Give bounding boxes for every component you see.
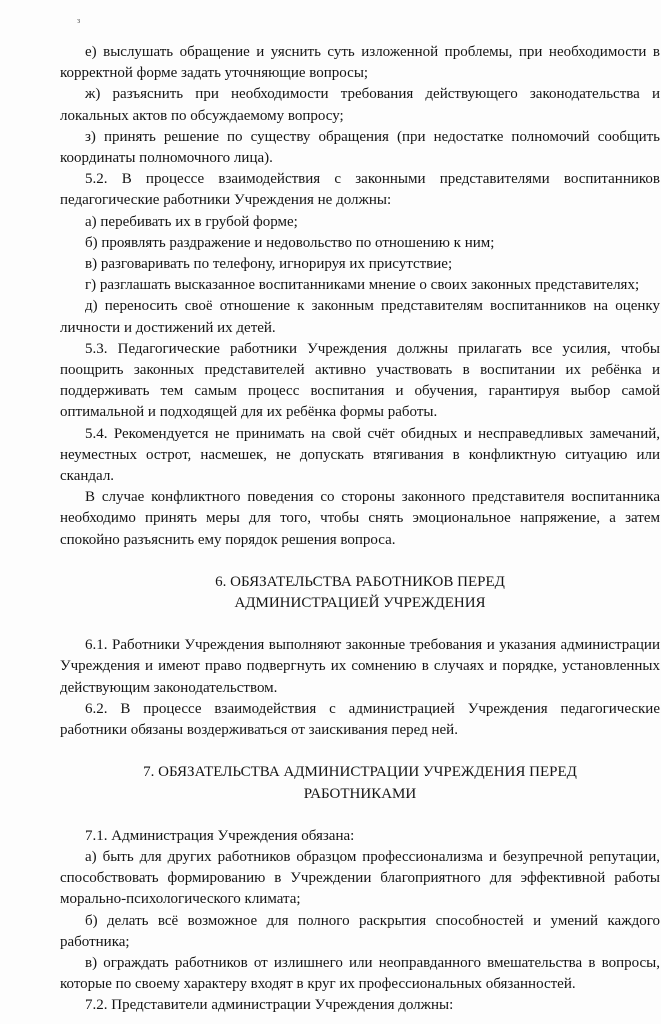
paragraph-5-1-z: з) принять решение по существу обращения (при недостатке полномочий сообщить координаты полномочного лица). xyxy=(60,128,660,167)
paragraph-5-1-e: е) выслушать обращение и уяснить суть изложенной проблемы, при необходимости в корректной форме задать уточняющие вопросы; xyxy=(60,44,660,82)
paragraph-5-4: 5.4. Рекомендуется не принимать на свой счёт обидных и несправедливых замечаний, неуместных острот, насмешек, не допускать втягивания в конфликтную ситуацию или скандал. xyxy=(60,425,660,485)
paragraph-5-2-b: б) проявлять раздражение и недовольство по отношению к ним; xyxy=(85,234,495,251)
paragraph-5-4-conflict: В случае конфликтного поведения со стороны законного представителя воспитанника необходимо принять меры для того, чтобы снять эмоциональное напряжение, а затем спокойно разъяснить ему порядок решения вопроса. xyxy=(60,489,660,548)
section-6-heading-line1: 6. ОБЯЗАТЕЛЬСТВА РАБОТНИКОВ ПЕРЕД xyxy=(215,573,505,590)
paragraph-5-2: 5.2. В процессе взаимодействия с законными представителями воспитанников педагогические работники Учреждения не должны: xyxy=(60,171,660,209)
document-body xyxy=(60,42,660,1017)
page-mark: з xyxy=(77,16,81,25)
paragraph-5-1-zh: ж) разъяснить при необходимости требования действующего законодательства и локальных актов по обсуждаемому вопросу; xyxy=(60,86,660,124)
paragraph-7-1-a: а) быть для других работников образцом профессионализма и безупречной репутации, способствовать формированию в Учреждении благоприятного для эффективной работы морально-психологического климата; xyxy=(60,848,660,908)
paragraph-5-2-g: г) разглашать высказанное воспитанниками мнение о своих законных представителях; xyxy=(85,277,640,294)
paragraph-6-1: 6.1. Работники Учреждения выполняют законные требования и указания администрации Учреждения и имеют право подвергнуть их сомнению в случаях и порядке, установленных действующим законодательством. xyxy=(60,637,660,696)
section-7-heading-line1: 7. ОБЯЗАТЕЛЬСТВА АДМИНИСТРАЦИИ УЧРЕЖДЕНИЯ ПЕРЕД xyxy=(143,764,577,781)
paragraph-6-2: 6.2. В процессе взаимодействия с администрацией Учреждения педагогические работники обязаны воздерживаться от заискивания перед ней. xyxy=(60,700,660,739)
section-6-heading-line2: АДМИНИСТРАЦИЕЙ УЧРЕЖДЕНИЯ xyxy=(234,595,486,612)
paragraph-7-1: 7.1. Администрация Учреждения обязана: xyxy=(85,827,355,844)
paragraph-7-2: 7.2. Представители администрации Учреждения должны: xyxy=(85,997,454,1014)
paragraph-7-1-v: в) ограждать работников от излишнего или неоправданного вмешательства в вопросы, которые по своему характеру входят в круг их профессиональных обязанностей. xyxy=(60,954,660,993)
paragraph-5-2-v: в) разговаривать по телефону, игнорируя их присутствие; xyxy=(85,256,453,273)
paragraph-5-2-a: а) перебивать их в грубой форме; xyxy=(85,213,298,230)
paragraph-5-3: 5.3. Педагогические работники Учреждения должны прилагать все усилия, чтобы поощрить законных представителей активно участвовать в воспитании их ребёнка и поддерживать тем самым процесс воспитания и обучения, гарантируя выбор самой оптимальной и подходящей для их ребёнка формы работы. xyxy=(60,340,660,421)
section-7-heading-line2: РАБОТНИКАМИ xyxy=(303,785,417,802)
paragraph-7-1-b: б) делать всё возможное для полного раскрытия способностей и умений каждого работника; xyxy=(60,912,660,950)
paragraph-5-2-d: д) переносить своё отношение к законным представителям воспитанников на оценку личности и достижений их детей. xyxy=(60,298,660,336)
